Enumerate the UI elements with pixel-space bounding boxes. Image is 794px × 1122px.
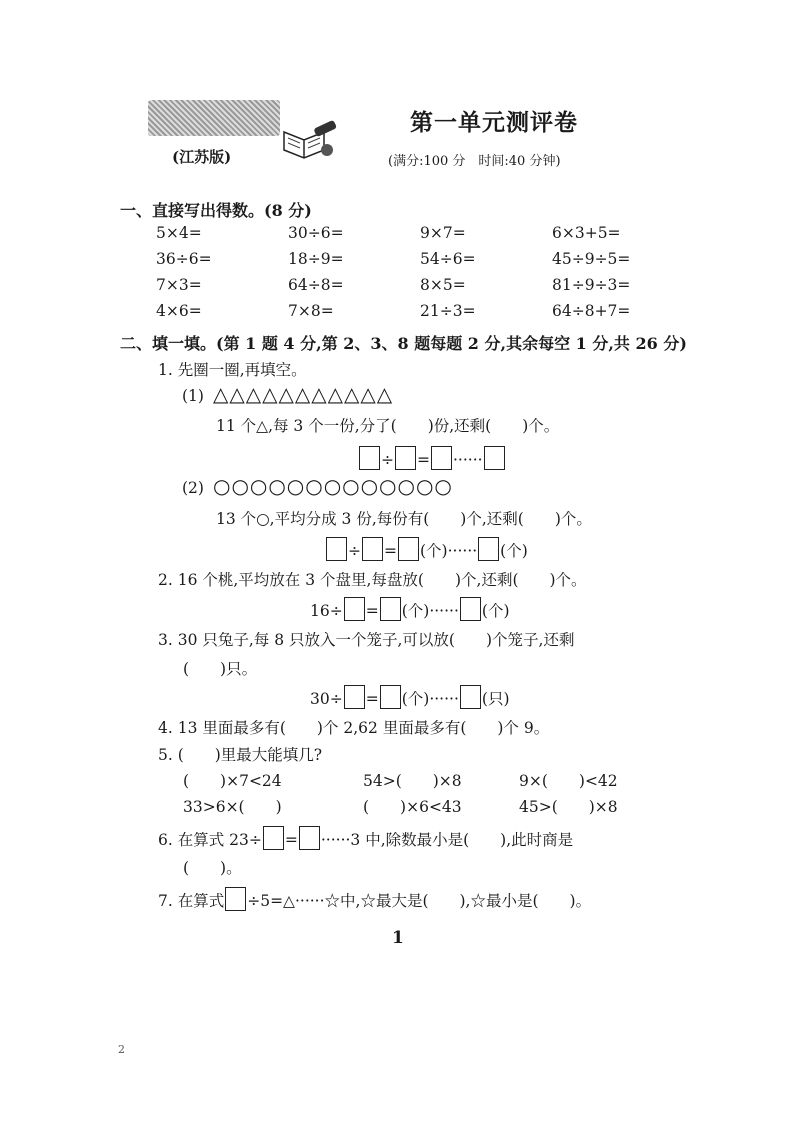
section2-heading: 二、填一填。(第 1 题 4 分,第 2、3、8 题每题 2 分,其余每空 1 分,共 26 分) — [120, 334, 687, 353]
q4-text: 4. 13 里面最多有( )个 2,62 里面最多有( )个 9。 — [158, 719, 550, 737]
answer-box[interactable] — [395, 446, 416, 470]
answer-box[interactable] — [225, 887, 246, 911]
answer-box[interactable] — [359, 446, 380, 470]
q3-equation: 30÷ = (个)······ (只) — [310, 685, 510, 709]
q1-stem: 1. 先圈一圈,再填空。 — [158, 361, 307, 379]
answer-box[interactable] — [326, 537, 347, 561]
q1-part2-text: 13 个○,平均分成 3 份,每份有( )个,还剩( )个。 — [216, 510, 592, 528]
math-item: 36÷6= — [156, 250, 212, 268]
q1-part2-label: (2) — [182, 479, 204, 497]
page-title: 第一单元测评卷 — [410, 109, 578, 136]
answer-box[interactable] — [344, 597, 365, 621]
page-number: 1 — [392, 928, 404, 948]
inequality-item: 33>6×( ) — [183, 798, 282, 816]
answer-box[interactable] — [263, 826, 284, 850]
q1-part2-equation: ÷ = (个)······ (个) — [325, 537, 528, 561]
answer-box[interactable] — [431, 446, 452, 470]
triangle-row: △△△△△△△△△△△ — [213, 382, 394, 406]
math-item: 54÷6= — [420, 250, 476, 268]
score-time-info: (满分:100 分 时间:40 分钟) — [388, 154, 561, 169]
math-item: 7×3= — [156, 276, 202, 294]
answer-box[interactable] — [362, 537, 383, 561]
q3-line1: 3. 30 只兔子,每 8 只放入一个笼子,可以放( )个笼子,还剩 — [158, 631, 575, 649]
math-item: 64÷8= — [288, 276, 344, 294]
q5-inequality-grid — [183, 769, 679, 821]
math-item: 18÷9= — [288, 250, 344, 268]
q2-equation: 16÷ = (个)······ (个) — [310, 597, 510, 621]
book-illustration-icon — [280, 120, 342, 172]
q6-line2: ( )。 — [183, 859, 242, 877]
answer-box[interactable] — [398, 537, 419, 561]
section1-heading: 一、直接写出得数。(8 分) — [120, 201, 312, 220]
math-item: 64÷8+7= — [552, 302, 631, 320]
math-item: 81÷9÷3= — [552, 276, 631, 294]
answer-box[interactable] — [484, 446, 505, 470]
q5-stem: 5. ( )里最大能填几? — [158, 746, 323, 764]
math-item: 6×3+5= — [552, 224, 621, 242]
math-item: 5×4= — [156, 224, 202, 242]
mental-math-grid — [156, 224, 684, 328]
math-item: 4×6= — [156, 302, 202, 320]
q6-line1: 6. 在算式 23÷ = ······3 中,除数最小是( ),此时商是 — [158, 826, 573, 850]
edition-label: (江苏版) — [172, 148, 232, 166]
answer-box[interactable] — [344, 685, 365, 709]
publisher-logo — [148, 100, 280, 136]
math-item: 7×8= — [288, 302, 334, 320]
q3-line2: ( )只。 — [183, 660, 258, 678]
inequality-item: ( )×7<24 — [183, 772, 282, 790]
answer-box[interactable] — [380, 685, 401, 709]
q1-part1-equation: ÷ = ······ — [358, 446, 506, 470]
answer-box[interactable] — [460, 597, 481, 621]
inequality-item: 54>( )×8 — [363, 772, 462, 790]
math-item: 30÷6= — [288, 224, 344, 242]
math-item: 8×5= — [420, 276, 466, 294]
q1-part1-text: 11 个△,每 3 个一份,分了( )份,还剩( )个。 — [216, 417, 560, 435]
answer-box[interactable] — [299, 826, 320, 850]
inequality-item: 45>( )×8 — [519, 798, 618, 816]
inequality-item: 9×( )<42 — [519, 772, 618, 790]
q7-text: 7. 在算式 ÷5=△······☆中,☆最大是( ),☆最小是( )。 — [158, 887, 591, 911]
answer-box[interactable] — [460, 685, 481, 709]
q1-part1-label: (1) — [182, 387, 204, 405]
scan-number: 2 — [118, 1043, 125, 1056]
answer-box[interactable] — [380, 597, 401, 621]
answer-box[interactable] — [478, 537, 499, 561]
q2-text: 2. 16 个桃,平均放在 3 个盘里,每盘放( )个,还剩( )个。 — [158, 571, 587, 589]
circle-row: ○○○○○○○○○○○○○ — [213, 474, 453, 498]
math-item: 21÷3= — [420, 302, 476, 320]
math-item: 9×7= — [420, 224, 466, 242]
math-item: 45÷9÷5= — [552, 250, 631, 268]
inequality-item: ( )×6<43 — [363, 798, 462, 816]
